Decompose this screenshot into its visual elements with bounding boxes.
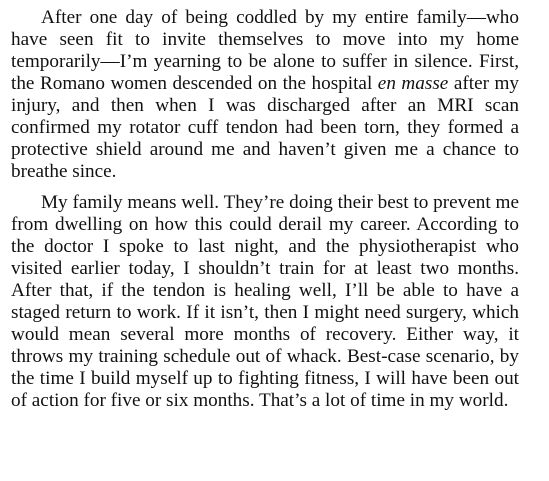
italic-phrase: en masse: [377, 73, 449, 94]
paragraph-2: My family means well. They’re doing their best to prevent me from dwelling on how this could derail my career. According to the doctor I spoke to last night, and the physiotherapist who visited earlier today, I shouldn’t train for at least two months. After that, if the tendon is healing well, I’ll be able to have a staged return to work. If it isn’t, then I might need surgery, which would mean several more months of recovery. Either way, it throws my training schedule out of whack. Best-case scenario, by the time I build myself up to fighting fitness, I will have been out of action for five or six months. That’s a lot of time in my world.: [11, 192, 519, 411]
book-page: [11, 7, 519, 412]
paragraph-1-text-end: after my injury, and then when I was discharged after an MRI scan confirmed my rotator cuff tendon had been torn, they formed a protective shield around me and haven’t given me a chance to breathe since.: [11, 73, 520, 182]
paragraph-1-text-start: After one day of being coddled by my entire family—who have seen fit to invite themselves to move into my home temporarily—I’m yearning to be alone to suffer in silence. First, the Romano women descended on the hospital: [11, 7, 519, 94]
paragraph-1: [11, 7, 519, 183]
